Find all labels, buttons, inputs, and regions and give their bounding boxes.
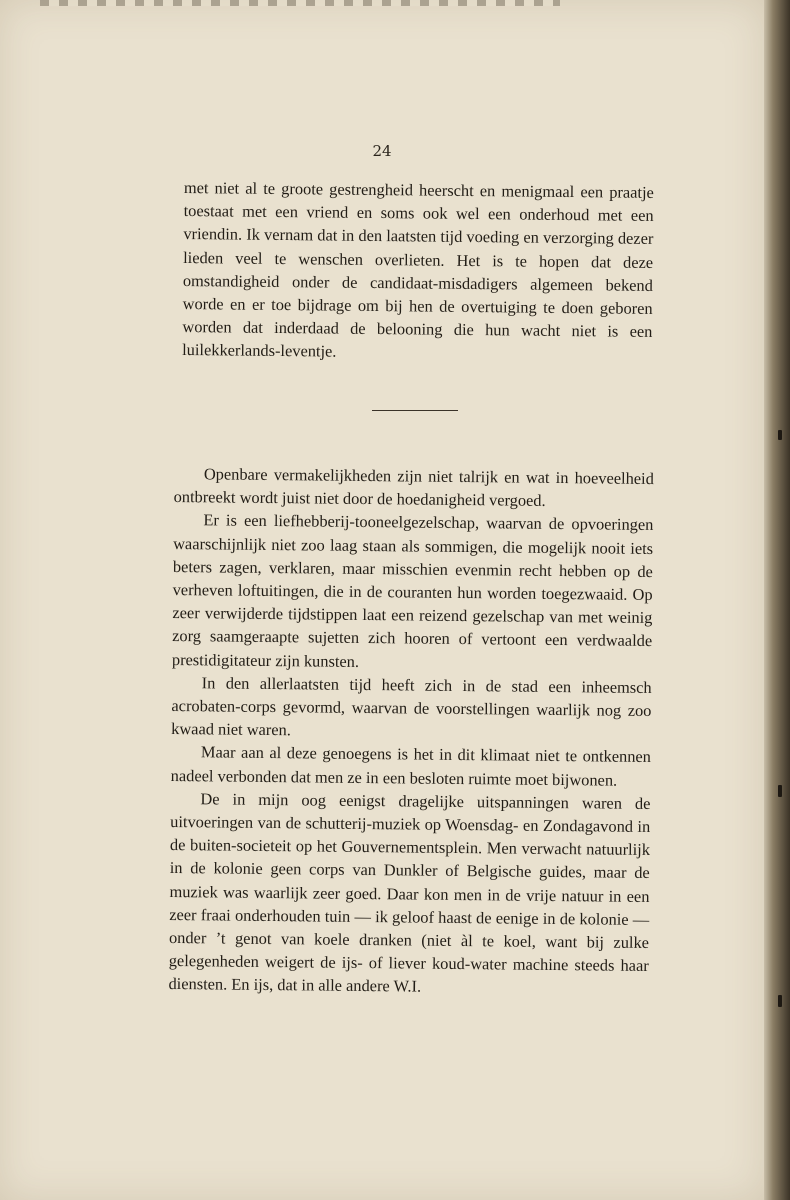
page-number: 24: [372, 142, 392, 160]
paragraph: De in mijn oog eenigst dragelijke uitspanningen waren de uitvoeringen van de schutterij-muziek op Woensdag- en Zondagavond in de buiten-societeit op het Gouvernementsplein. Men verwacht natuurlijk in de kolonie geen corps van Dunkler of Belgische guides, maar de muziek was waarlijk zeer goed. Daar kon men in de vrije natuur in een zeer fraai onderhouden tuin — ik geloof haast de eenige in de kolonie — onder ’t genot van koele dranken (niet àl te koel, want bij zulke gelegenheden weigert de ijs- of liever koud-water machine steeds haar diensten. En ijs, dat in alle andere W.I.: [168, 789, 651, 997]
spine-mark: [778, 995, 782, 1007]
paragraph: met niet al te groote gestrengheid heerscht en menigmaal een praatje toestaat met een vriend en soms ook wel een onderhoud met een vriendin. Ik vernam dat in den laatsten tijd voeding en verzorging dezer lieden veel te wenschen overlieten. Het is te hopen dat deze omstandigheid onder de candidaat-misdadigers algemeen bekend worde en er toe bijdrage om bij hen de overtuiging te doen geboren worden dat inderdaad de belooning die hun wacht niet is een luilekkerlands-leventje.: [182, 177, 654, 362]
book-spine: [764, 0, 790, 1200]
spine-mark: [778, 785, 782, 797]
spine-mark: [778, 430, 782, 440]
page-top-edge: [40, 0, 560, 6]
paragraph-block-2: [168, 462, 654, 1001]
paragraph: Openbare vermakelijkheden zijn niet talrijk en wat in hoeveelheid ontbreekt wordt juist niet door de hoedanigheid vergoed.: [173, 464, 654, 511]
paragraph: Er is een liefhebberij-tooneelgezelschap, waarvan de opvoeringen waarschijnlijk niet zoo laag staan als sommigen, die mogelijk nooit iets beters zagen, verklaren, maar misschien evenmin recht hebben op de verheven loftuitingen, die in de couranten hun worden toegezwaaid. Op zeer verwijderde tijdstippen laat een reizend gezelschap van met weinig zorg saamgeraapte sujetten zich hooren of vertoont een verdwaalde prestidigitateur zijn kunsten.: [171, 510, 654, 671]
paragraph: In den allerlaatsten tijd heeft zich in de stad een inheemsch acrobaten-corps gevormd, waarvan de voorstellingen waarlijk nog zoo kwaad niet waren.: [171, 673, 652, 740]
paragraph-block-1: [182, 176, 654, 367]
paragraph: Maar aan al deze genoegens is het in dit klimaat niet te ontkennen nadeel verbonden dat men ze in een besloten ruimte moet bijwonen.: [170, 742, 652, 790]
section-divider: [372, 410, 458, 411]
